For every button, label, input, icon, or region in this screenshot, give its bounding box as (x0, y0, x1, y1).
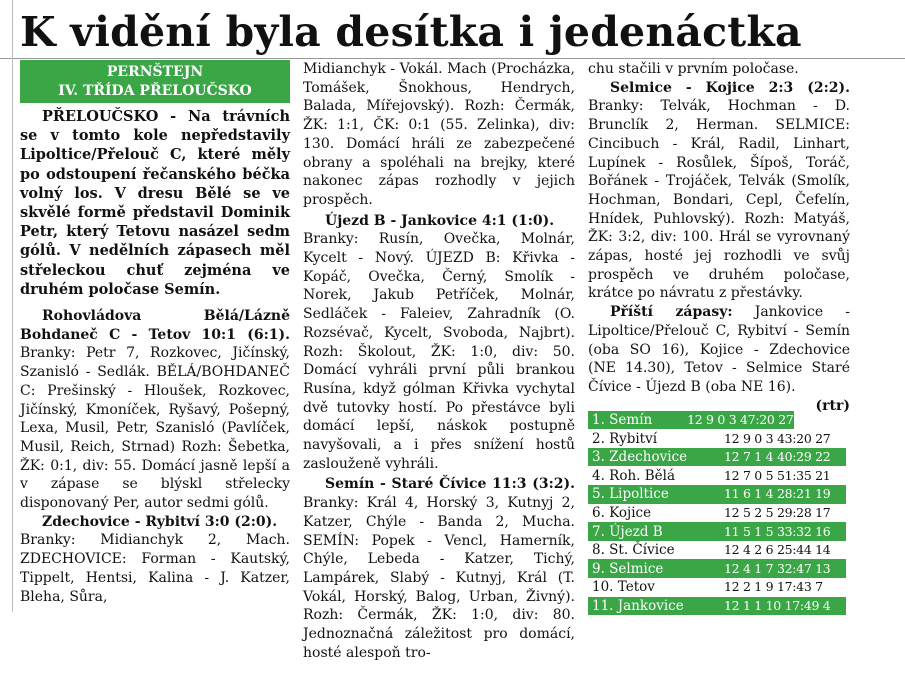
next-matches-text: Jankovice - Lipoltice/Přelouč C, Rybitví - Semín (oba SO 16), Kojice - Zdechovice (NE 14.30), Tetov - Selmice Staré Čívice - Újezd B (oba NE 16). (588, 304, 850, 395)
table-row (588, 466, 846, 485)
team-stats: 12 9 0 3 47:20 27 (687, 411, 794, 427)
match-body-selmice-kojice: Branky: Telvák, Hochman - D. Brunclík 2, Herman. SELMICE: Cincibuch - Král, Radil, Linhart, Lupínek - Rosůlek, Šípoš, Toráč, Bořánek - Trojáček, Telvák (Smolík, Hochman, Bondari, Cepl, Čefelín, Hnídek, Puhlovský). Rozh: Matyáš, ŽK: 3:2, div: 100. Hrál se vyrovnaný zápas, hosté jej rozhodli ve svůj prospěch ve druhém poločase, krátce po návratu z přestávky. (588, 98, 850, 302)
table-row (588, 448, 846, 467)
column-2 (303, 60, 575, 663)
team-name: 10. Tetov (592, 579, 655, 596)
table-row (588, 411, 794, 430)
team-stats: 12 5 2 5 29:28 17 (724, 504, 831, 520)
match-report-semin-civice (303, 475, 575, 662)
table-row (588, 429, 846, 448)
section-banner (20, 60, 290, 103)
table-row (588, 485, 846, 504)
table-row (588, 597, 846, 616)
left-rule (12, 0, 13, 612)
next-matches-label: Příští zápasy: (610, 304, 733, 321)
team-stats: 12 1 1 10 17:49 4 (724, 597, 831, 613)
team-stats: 12 7 1 4 40:29 22 (724, 449, 831, 465)
table-row (588, 559, 846, 578)
match-head-zdechovice-rybitvi: Zdechovice - Rybitví 3:0 (2:0). (42, 513, 278, 530)
team-name: 5. Lipoltice (592, 486, 669, 503)
team-stats: 12 7 0 5 51:35 21 (724, 467, 831, 483)
team-stats: 11 5 1 5 33:32 16 (724, 523, 831, 539)
match-report-selmice-kojice (588, 79, 850, 303)
next-matches (588, 303, 850, 414)
banner-line-1: PERNŠTEJN (106, 64, 204, 80)
match-body-semin-civice-part2: chu stačili v prvním poločase. (588, 61, 799, 77)
headline: K vidění byla desítka i jedenáctka (20, 8, 802, 56)
match-body-ujezd-jankovice: Branky: Rusín, Ovečka, Molnár, Kycelt - Nový. ÚJEZD B: Křivka - Kopáč, Ovečka, Černý, Smolík - Norek, Jakub Petříček, Molnár, Sedláček - Faleiev, Zahradník (O. Rozsévač, Kycelt, Svoboda, Najbrt). Rozh: Školout, ŽK: 1:0, div: 50. Domácí vyhráli první půli brankou Rusína, když gólman Křivka vychytal dvě tutovky hostí. Po přestávce byli domácí lepší, náskok postupně navyšovali, a i přes snížení hostů zaslouženě vyhráli. (303, 231, 575, 472)
table-row (588, 541, 846, 560)
column-3 (588, 60, 850, 615)
match-head-bela-tetov: Rohovládova Bělá/Lázně Bohdaneč C - Tetov 10:1 (6:1). (20, 308, 290, 343)
column-1 (20, 60, 290, 606)
table-row (588, 578, 846, 597)
team-name: 2. Rybitví (592, 430, 658, 447)
team-name: 7. Újezd B (592, 523, 663, 540)
team-stats: 12 2 1 9 17:43 7 (724, 579, 823, 595)
lead-paragraph: PŘELOUČSKO - Na trávních se v tomto kole nepředstavily Lipoltice/Přelouč C, které měly po odstoupení řečanského béčka volný los. V dresu Bělé se ve skvělé formě představil Dominik Petr, který Tetovu nasázel sedm gólů. V nedělních zápasech měl střeleckou chuť zejména ve druhém poločase Semín. (20, 108, 290, 298)
team-stats: 12 9 0 3 43:20 27 (724, 430, 831, 446)
match-report-bela-tetov (20, 307, 290, 513)
match-body-semin-civice: Branky: Král 4, Horský 3, Kutnyj 2, Katzer, Chýle - Banda 2, Mucha. SEMÍN: Popek - Vencl, Hamerník, Chýle, Lebeda - Katzer, Tichý, Lampárek, Slabý - Kutnyj, Král (T. Vokál, Horský, Balog, Urban, Živný). Rozh: Čermák, ŽK: 1:0, div: 80. Jednoznačná záležitost pro domácí, hosté alespoň tro- (303, 495, 575, 661)
match-body-bela-tetov: Branky: Petr 7, Rozkovec, Jičínský, Szanisló - Sedlák. BĚLÁ/BOHDANEČ C: Prešinský - Hloušek, Rozkovec, Jičínský, Kmoníček, Ryšavý, Pošepný, Lexa, Musil, Petr, Szanisló (Pavlíček, Musil, Reich, Strnad) Rozh: Šebetka, ŽK: 0:1, div: 55. Domácí jasně lepší a v zápase se blýskl střelecky disponovaný Per, autor sedmi gólů. (20, 345, 290, 512)
team-name: 9. Selmice (592, 560, 664, 577)
top-rule (0, 58, 905, 59)
match-head-selmice-kojice: Selmice - Kojice 2:3 (2:2). (610, 79, 850, 96)
banner-line-2: IV. TŘÍDA PŘELOUČSKO (58, 83, 252, 99)
team-name: 11. Jankovice (592, 597, 684, 614)
match-head-ujezd-jankovice: Újezd B - Jankovice 4:1 (1:0). (325, 212, 555, 229)
team-name: 8. St. Čívice (592, 542, 675, 559)
match-head-semin-civice: Semín - Staré Čívice 11:3 (3:2). (325, 476, 575, 493)
team-stats: 12 4 1 7 32:47 13 (724, 560, 831, 576)
team-name: 4. Roh. Bělá (592, 467, 676, 484)
team-name: 3. Zdechovice (592, 449, 688, 466)
team-name: 1. Semín (592, 411, 653, 428)
team-stats: 12 4 2 6 25:44 14 (724, 542, 831, 558)
match-body-zdechovice-rybitvi-part1: Branky: Midianchyk 2, Mach. ZDECHOVICE: Forman - Kautský, Tippelt, Hentsi, Kalina - J. Katzer, Bleha, Sůra, (20, 532, 290, 605)
match-body-zdechovice-rybitvi-part2: Midianchyk - Vokál. Mach (Procházka, Tomášek, Šnokhous, Hendrych, Balada, Mířejovský). Rozh: Čermák, ŽK: 1:1, ČK: 0:1 (55. Zelinka), div: 130. Domácí hráli ze zabezpečené obrany a spoléhali na brejky, které nakonec zápas rozhodly v jejich prospěch. (303, 61, 575, 208)
author-initials: (rtr) (815, 397, 850, 414)
league-table (588, 411, 846, 616)
table-row (588, 522, 846, 541)
team-name: 6. Kojice (592, 504, 652, 521)
table-row (588, 504, 846, 523)
team-stats: 11 6 1 4 28:21 19 (724, 486, 831, 502)
